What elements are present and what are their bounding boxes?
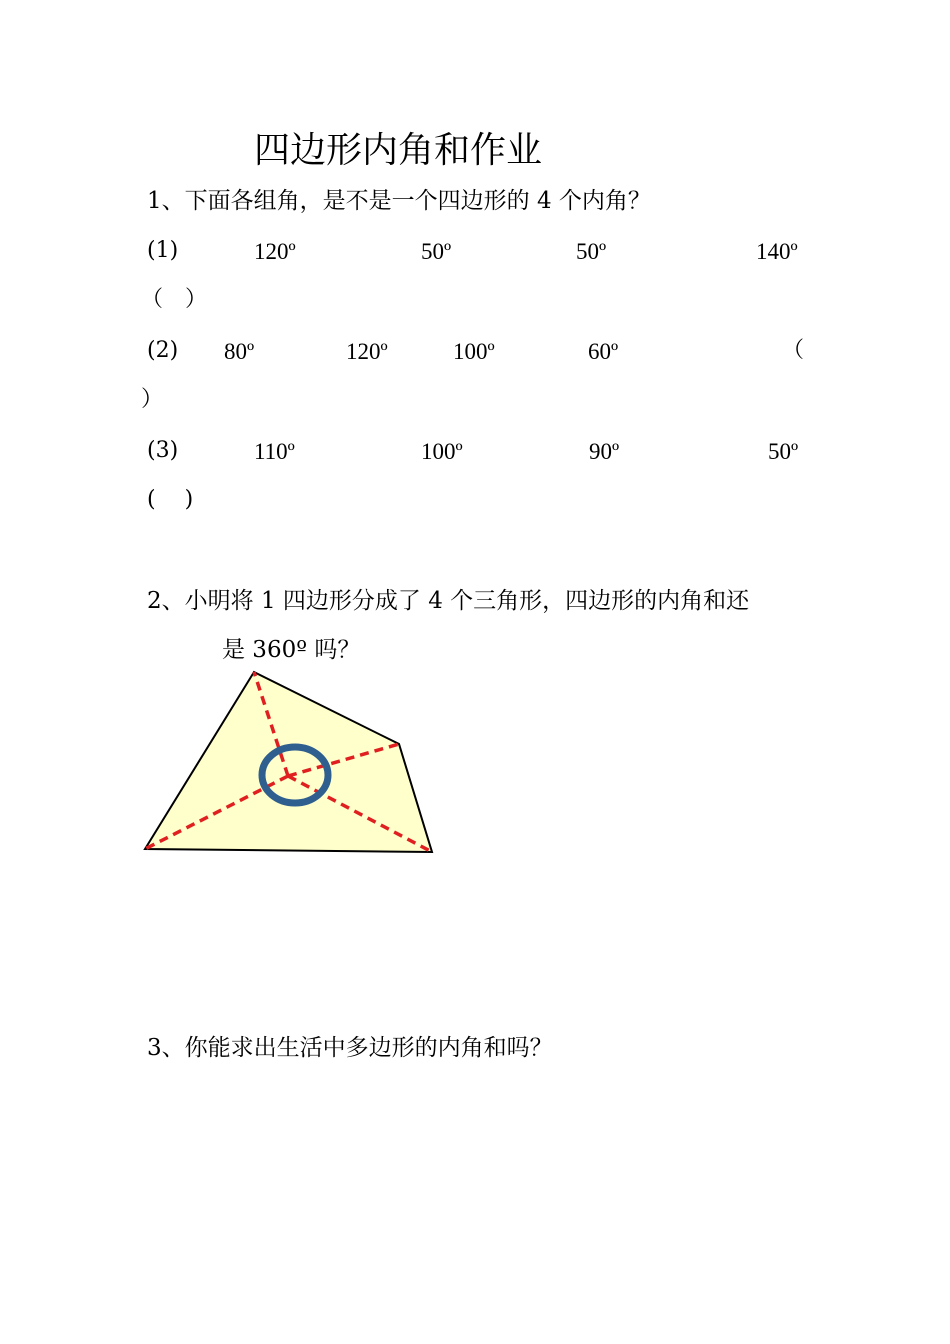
question-2-line-2: 是 360º 吗？	[222, 637, 361, 663]
item-1-label: (1)	[147, 238, 179, 263]
question-2-line-1: 2、小明将 1 四边形分成了 4 个三角形，四边形的内角和还	[147, 588, 750, 614]
quadrilateral-shape	[145, 672, 432, 852]
question-1: 1、下面各组角，是不是一个四边形的 4 个内角？	[147, 188, 651, 214]
item-3-angle-1: 110º	[254, 439, 295, 464]
item-2-answer-blank-close[interactable]: ）	[141, 387, 164, 412]
item-2-label: (2)	[147, 338, 179, 363]
item-2-angle-4: 60º	[588, 339, 619, 364]
item-2-answer-blank-open[interactable]: （	[782, 338, 805, 363]
item-2-angle-1: 80º	[224, 339, 255, 364]
item-3-answer-blank[interactable]: ( )	[147, 487, 194, 512]
item-3-angle-3: 90º	[589, 439, 620, 464]
item-2-angle-2: 120º	[346, 339, 388, 364]
question-3: 3、你能求出生活中多边形的内角和吗？	[147, 1035, 553, 1061]
item-3-angle-2: 100º	[421, 439, 463, 464]
item-1-angle-3: 50º	[576, 239, 607, 264]
item-2-angle-3: 100º	[453, 339, 495, 364]
item-1-angle-2: 50º	[421, 239, 452, 264]
item-1-angle-4: 140º	[756, 239, 798, 264]
item-3-label: (3)	[147, 438, 179, 463]
item-1-angle-1: 120º	[254, 239, 296, 264]
page-title: 四边形内角和作业	[254, 130, 543, 171]
item-1-answer-blank[interactable]: （ ）	[141, 287, 208, 312]
item-3-angle-4: 50º	[768, 439, 799, 464]
